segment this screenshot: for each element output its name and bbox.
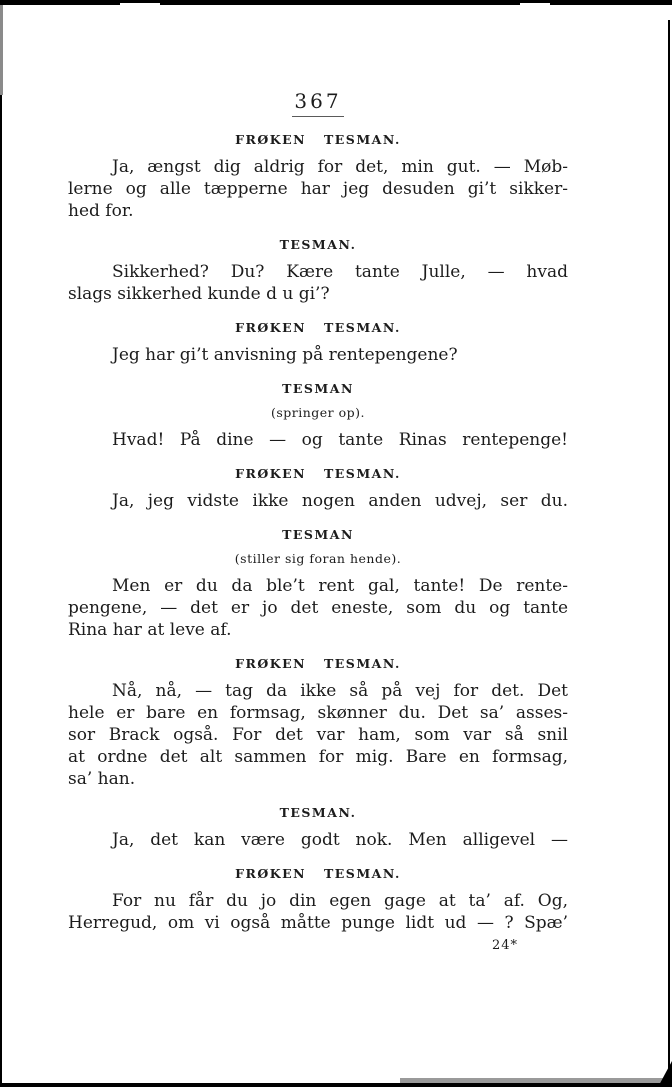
page-header [68,88,568,117]
speaker-heading: FRØKEN TESMAN. [235,132,401,147]
speech-block [68,527,568,641]
dialogue-line: Jeg har gi’t anvisning på rentepengene? [112,345,458,365]
speech-block [68,656,568,790]
speaker-heading: TESMAN. [279,805,357,820]
speech-block [68,381,568,451]
speech-block [68,237,568,305]
speaker-heading: FRØKEN TESMAN. [235,656,401,671]
speaker-heading: FRØKEN TESMAN. [235,320,401,335]
speech-block [68,805,568,851]
scan-corner-artifact [658,1061,672,1087]
scan-border-top-gap [120,3,160,5]
page-number: 367 [292,88,343,117]
scan-border-bottom [0,1083,672,1087]
speaker-heading: TESMAN [282,527,354,542]
dialogue-line: Herregud, om vi også måtte punge lidt ud — ? Spæ’ [68,913,568,933]
dialogue-line: For nu får du jo din egen gage at ta’ af. Og, [112,891,568,911]
dialogue-line: slags sikkerhed kunde d u gi’? [68,284,330,304]
dialogue-line: Ja, ængst dig aldrig for det, min gut. — Møb- [112,157,568,177]
speaker-heading: FRØKEN TESMAN. [235,466,401,481]
speech-block [68,132,568,222]
speaker-heading: FRØKEN TESMAN. [235,866,401,881]
dialogue-line: hed for. [68,201,134,221]
scan-border-left-gray [0,5,3,95]
scan-border-top [0,0,672,5]
stage-direction: (springer op). [270,405,366,420]
dialogue-line: Sikkerhed? Du? Kære tante Julle, — hvad [112,262,568,282]
stage-direction: (stiller sig foran hende). [234,551,402,566]
scan-border-left [0,95,2,1087]
speech-block [68,866,568,934]
dialogue-line: pengene, — det er jo det eneste, som du og tante [68,598,568,618]
dialogue-line: sa’ han. [68,769,136,789]
page-content [68,88,568,954]
dialogue-line: at ordne det alt sammen for mig. Bare en formsag, [68,747,568,767]
dialogue-line: lerne og alle tæpperne har jeg desuden gi’t sikker- [68,179,568,199]
speech-block [68,320,568,366]
scan-border-top-gap [520,3,550,5]
speech-block [68,466,568,512]
dialogue-line: Nå, nå, — tag da ikke så på vej for det. Det [112,681,568,701]
speaker-heading: TESMAN. [279,237,357,252]
scan-border-right [668,20,670,1080]
dialogue-line: Rina har at leve af. [68,620,232,640]
dialogue-line: Ja, jeg vidste ikke nogen anden udvej, ser du. [112,491,568,511]
dialogue-line: Hvad! På dine — og tante Rinas rentepenge! [112,430,568,450]
dialogue-line: sor Brack også. For det var ham, som var så snil [68,725,568,745]
dialogue-line: hele er bare en formsag, skønner du. Det sa’ asses- [68,703,568,723]
speaker-heading: TESMAN [282,381,354,396]
dialogue-line: Ja, det kan være godt nok. Men alligevel — [112,830,568,850]
dialogue-line: Men er du da ble’t rent gal, tante! De rente- [112,576,568,596]
signature-mark: 24* [491,938,518,953]
